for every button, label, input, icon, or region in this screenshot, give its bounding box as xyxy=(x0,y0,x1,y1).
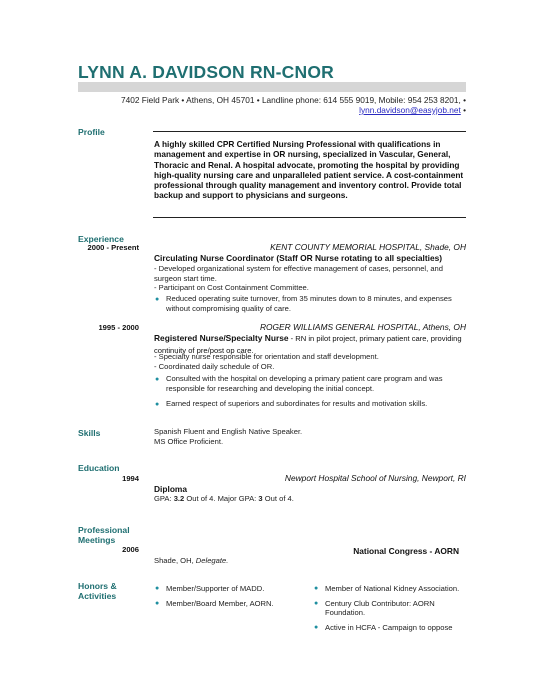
experience-heading: Experience xyxy=(78,234,124,244)
honors-heading: Honors & Activities xyxy=(78,581,117,601)
contact-line xyxy=(78,95,466,105)
bullet-icon: ● xyxy=(155,296,160,303)
job-1-achievements xyxy=(154,294,466,316)
list-item: ● Century Club Contributor: AORN Foundation. xyxy=(314,598,435,618)
job-2-organization: ROGER WILLIAMS GENERAL HOSPITAL, Athens, OH xyxy=(259,322,466,332)
job-2-line-2: - Coordinated daily schedule of OR. xyxy=(154,361,275,371)
job-1-line-1: - Developed organizational system for effective management of cases, personnel, and surgeon start time. xyxy=(154,264,444,283)
meetings-year: 2006 xyxy=(122,545,139,554)
job-1-organization: KENT COUNTY MEMORIAL HOSPITAL, Shade, OH xyxy=(270,242,466,252)
education-gpa: GPA: 3.2 Out of 4. Major GPA: 3 Out of 4. xyxy=(154,494,294,503)
profile-text: A highly skilled CPR Certified Nursing Professional with qualifications in management and expertise in OR nursing, specialized in Vascular, General, Thoracic and Renal. A hospital advocate, promoting the hospital by providing high-quality nursing care and unparalleled patient service. A cost-containment professional through quality management and inventory control. Provide total backup and support to physicians and surgeons. xyxy=(154,139,464,201)
education-heading: Education xyxy=(78,463,120,473)
meetings-event: National Congress - AORN xyxy=(353,546,459,556)
meetings-heading: Professional Meetings xyxy=(78,525,130,545)
bullet-separator-icon: • xyxy=(463,105,466,115)
profile-heading: Profile xyxy=(78,127,105,137)
skill-item: Spanish Fluent and English Native Speaker. xyxy=(154,427,303,436)
education-degree: Diploma xyxy=(154,484,188,494)
list-item: ● Active in HCFA - Campaign to oppose xyxy=(314,622,453,632)
list-item: ● Member/Supporter of MADD. xyxy=(155,584,265,593)
honors-left-list xyxy=(154,584,299,613)
profile-bottom-rule xyxy=(153,217,466,218)
job-2-achievements xyxy=(154,374,466,412)
job-1-description xyxy=(154,264,466,293)
job-2-description xyxy=(154,352,466,371)
list-item: ● Earned respect of superiors and subordinates for results and motivation skills. xyxy=(155,399,428,409)
bullet-icon: ● xyxy=(155,585,160,592)
contact-email-line xyxy=(78,105,466,115)
candidate-name: LYNN A. DAVIDSON RN-CNOR xyxy=(78,62,334,82)
job-2-line-1: - Specialty nurse responsible for orientation and staff development. xyxy=(154,352,379,361)
job-1-dates: 2000 - Present xyxy=(87,243,139,252)
list-item: ● Consulted with the hospital on developing a primary patient care program and was responsible for researching and developing the initial concept. xyxy=(155,374,443,393)
email-link[interactable]: lynn.davidson@easyjob.net xyxy=(359,105,461,115)
job-1-title: Circulating Nurse Coordinator (Staff OR Nurse rotating to all specialties) xyxy=(154,253,443,263)
bullet-icon: ● xyxy=(314,599,319,607)
list-item: ● Member of National Kidney Association. xyxy=(314,584,460,593)
list-item: ● Member/Board Member, AORN. xyxy=(155,598,274,608)
meetings-detail: Shade, OH, Delegate. xyxy=(154,556,229,565)
list-item: ● Reduced operating suite turnover, from 35 minutes down to 8 minutes, and expenses without compromising quality of care. xyxy=(155,294,452,313)
education-year: 1994 xyxy=(122,474,139,483)
skills-list xyxy=(154,427,466,446)
job-2-title: Registered Nurse/Specialty Nurse - RN in pilot project, primary patient care, providing continuity of pre/post op care. xyxy=(154,333,462,355)
name-divider-bar xyxy=(78,82,466,92)
job-2-dates: 1995 - 2000 xyxy=(98,323,139,332)
skill-item: MS Office Proficient. xyxy=(154,436,224,446)
contact-address: 7402 Field Park • Athens, OH 45701 • Landline phone: 614 555 9019, Mobile: 954 253 8201, xyxy=(121,95,461,105)
bullet-separator-icon: • xyxy=(463,95,466,105)
job-1-line-2: - Participant on Cost Containment Committee. xyxy=(154,283,309,293)
honors-right-list xyxy=(313,584,473,637)
bullet-icon: ● xyxy=(155,401,160,409)
bullet-icon: ● xyxy=(314,623,319,631)
bullet-icon: ● xyxy=(155,376,160,383)
bullet-icon: ● xyxy=(155,599,160,607)
education-school: Newport Hospital School of Nursing, Newport, RI xyxy=(284,473,466,483)
bullet-icon: ● xyxy=(314,585,319,592)
skills-heading: Skills xyxy=(78,428,101,438)
profile-top-rule xyxy=(153,131,466,132)
